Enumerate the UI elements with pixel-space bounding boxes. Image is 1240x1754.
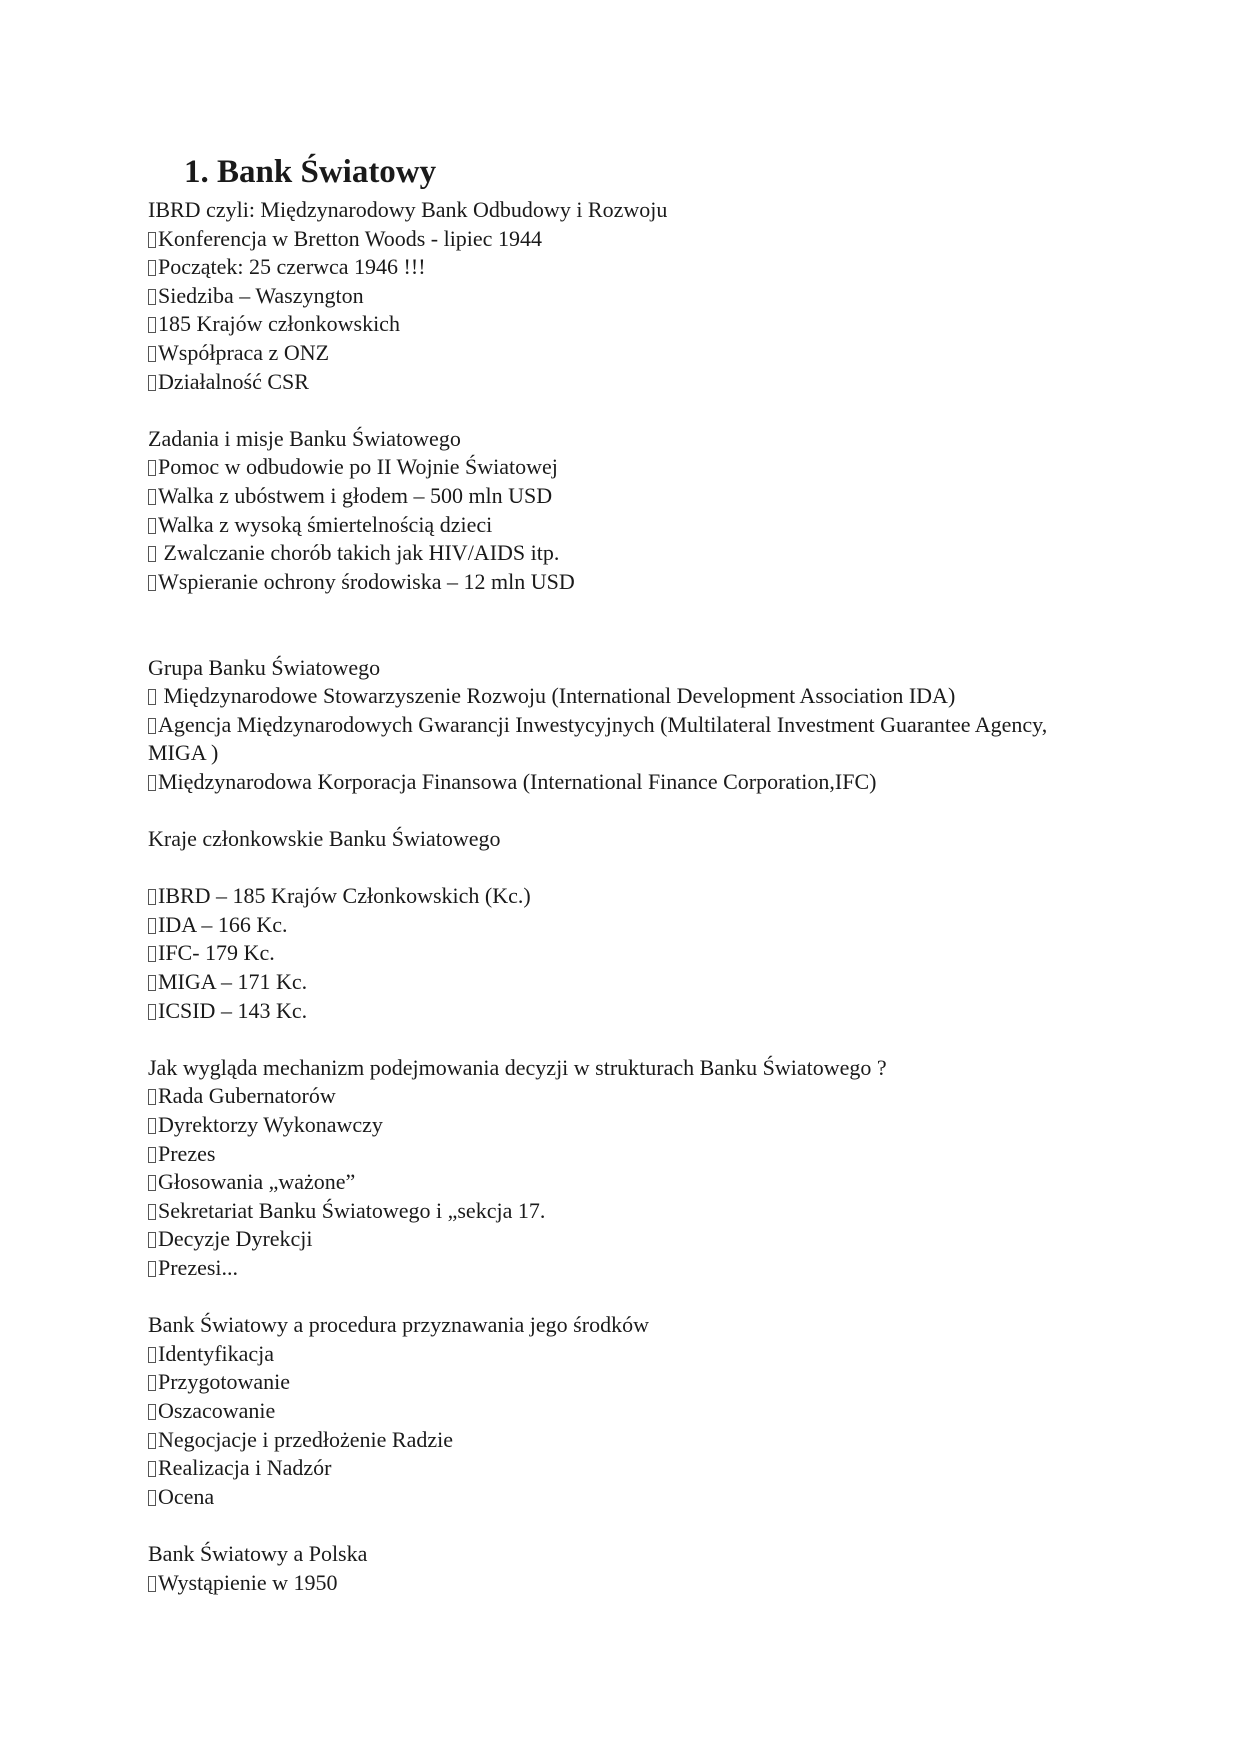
list-item: IFC- 179 Kc. xyxy=(148,939,1098,968)
list-item: IDA – 166 Kc. xyxy=(148,911,1098,940)
paragraph-spacer xyxy=(148,796,1098,825)
missing-glyph-bullet-icon xyxy=(148,1375,156,1391)
intro-lead: IBRD czyli: Międzynarodowy Bank Odbudowy i Rozwoju xyxy=(148,197,668,222)
paragraph-spacer xyxy=(148,396,1098,425)
missing-glyph-bullet-icon xyxy=(148,232,156,248)
missing-glyph-bullet-icon xyxy=(148,375,156,391)
missing-glyph-bullet-icon xyxy=(148,775,156,791)
paragraph-spacer xyxy=(148,854,1098,883)
list-item: Rada Gubernatorów xyxy=(148,1082,1098,1111)
missing-glyph-bullet-icon xyxy=(148,718,156,734)
list-item: Walka z ubóstwem i głodem – 500 mln USD xyxy=(148,482,1098,511)
missing-glyph-bullet-icon xyxy=(148,460,156,476)
list-item: Identyfikacja xyxy=(148,1340,1098,1369)
section-heading-decisions: Jak wygląda mechanizm podejmowania decyzji w strukturach Banku Światowego ? xyxy=(148,1054,887,1080)
missing-glyph-bullet-icon xyxy=(148,1175,156,1191)
missing-glyph-bullet-icon xyxy=(148,1147,156,1163)
missing-glyph-bullet-icon xyxy=(148,946,156,962)
list-item: Walka z wysoką śmiertelnością dzieci xyxy=(148,511,1098,540)
list-item: Początek: 25 czerwca 1946 !!! xyxy=(148,253,1098,282)
list-item: Wystąpienie w 1950 xyxy=(148,1569,1098,1598)
missing-glyph-bullet-icon xyxy=(148,689,156,705)
list-item: Konferencja w Bretton Woods - lipiec 1944 xyxy=(148,225,1098,254)
list-item: Siedziba – Waszyngton xyxy=(148,282,1098,311)
list-item: Międzynarodowa Korporacja Finansowa (International Finance Corporation,IFC) xyxy=(148,768,1098,797)
list-item: Realizacja i Nadzór xyxy=(148,1454,1098,1483)
section-heading-members: Kraje członkowskie Banku Światowego xyxy=(148,826,501,852)
missing-glyph-bullet-icon xyxy=(148,1490,156,1506)
missing-glyph-bullet-icon xyxy=(148,889,156,905)
list-item: 185 Krajów członkowskich xyxy=(148,310,1098,339)
document-page xyxy=(148,148,1098,1597)
missing-glyph-bullet-icon xyxy=(148,1461,156,1477)
missing-glyph-bullet-icon xyxy=(148,346,156,362)
missing-glyph-bullet-icon xyxy=(148,518,156,534)
list-item: Oszacowanie xyxy=(148,1397,1098,1426)
list-item: Ocena xyxy=(148,1483,1098,1512)
section-heading-procedure: Bank Światowy a procedura przyznawania jego środków xyxy=(148,1312,649,1338)
missing-glyph-bullet-icon xyxy=(148,489,156,505)
list-item: Negocjacje i przedłożenie Radzie xyxy=(148,1426,1098,1455)
missing-glyph-bullet-icon xyxy=(148,1118,156,1134)
missing-glyph-bullet-icon xyxy=(148,918,156,934)
missing-glyph-bullet-icon xyxy=(148,1232,156,1248)
list-item: Decyzje Dyrekcji xyxy=(148,1225,1098,1254)
section-heading-tasks: Zadania i misje Banku Światowego xyxy=(148,425,461,451)
paragraph-spacer xyxy=(148,1511,1098,1540)
missing-glyph-bullet-icon xyxy=(148,1261,156,1277)
missing-glyph-bullet-icon xyxy=(148,1204,156,1220)
list-item: MIGA – 171 Kc. xyxy=(148,968,1098,997)
list-item: Zwalczanie chorób takich jak HIV/AIDS itp. xyxy=(148,539,1098,568)
missing-glyph-bullet-icon xyxy=(148,317,156,333)
list-item: Działalność CSR xyxy=(148,368,1098,397)
missing-glyph-bullet-icon xyxy=(148,1089,156,1105)
list-item: Prezes xyxy=(148,1140,1098,1169)
missing-glyph-bullet-icon xyxy=(148,546,156,562)
paragraph-spacer xyxy=(148,1283,1098,1312)
list-item: Pomoc w odbudowie po II Wojnie Światowej xyxy=(148,453,1098,482)
section-heading-group: Grupa Banku Światowego xyxy=(148,654,381,680)
list-item: Sekretariat Banku Światowego i „sekcja 17. xyxy=(148,1197,1098,1226)
list-item: Prezesi... xyxy=(148,1254,1098,1283)
list-item: ICSID – 143 Kc. xyxy=(148,997,1098,1026)
missing-glyph-bullet-icon xyxy=(148,260,156,276)
missing-glyph-bullet-icon xyxy=(148,289,156,305)
document-title: 1. Bank Światowy xyxy=(184,154,437,190)
list-item: Głosowania „ważone” xyxy=(148,1168,1098,1197)
list-item: Dyrektorzy Wykonawczy xyxy=(148,1111,1098,1140)
missing-glyph-bullet-icon xyxy=(148,575,156,591)
missing-glyph-bullet-icon xyxy=(148,1404,156,1420)
list-item: IBRD – 185 Krajów Członkowskich (Kc.) xyxy=(148,882,1098,911)
section-heading-poland: Bank Światowy a Polska xyxy=(148,1540,368,1566)
paragraph-spacer xyxy=(148,1025,1098,1054)
missing-glyph-bullet-icon xyxy=(148,975,156,991)
list-item: Międzynarodowe Stowarzyszenie Rozwoju (International Development Association IDA) xyxy=(148,682,1098,711)
missing-glyph-bullet-icon xyxy=(148,1433,156,1449)
missing-glyph-bullet-icon xyxy=(148,1576,156,1592)
list-item: Wspieranie ochrony środowiska – 12 mln USD xyxy=(148,568,1098,597)
list-item: Przygotowanie xyxy=(148,1368,1098,1397)
paragraph-spacer xyxy=(148,596,1098,653)
list-item: Agencja Międzynarodowych Gwarancji Inwestycyjnych (Multilateral Investment Guarantee Agency, MIGA ) xyxy=(148,711,1048,766)
missing-glyph-bullet-icon xyxy=(148,1004,156,1020)
list-item: Współpraca z ONZ xyxy=(148,339,1098,368)
missing-glyph-bullet-icon xyxy=(148,1347,156,1363)
